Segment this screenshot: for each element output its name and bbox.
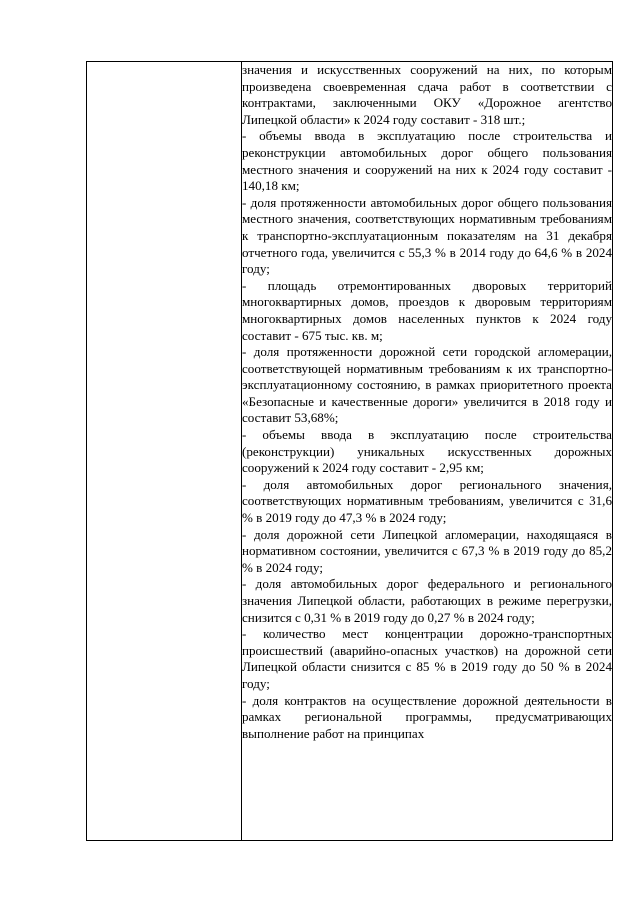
paragraph: - количество мест концентрации дорожно-транспортных происшествий (аварийно-опасных участков) на дорожной сети Липецкой области снизится с 85 % в 2019 году до 50 % в 2024 году; — [242, 626, 612, 691]
paragraph: - объемы ввода в эксплуатацию после строительства и реконструкции автомобильных дорог общего пользования местного значения и сооружений на них к 2024 году составит - 140,18 км; — [242, 128, 612, 194]
paragraph: - доля протяженности дорожной сети городской агломерации, соответствующей нормативным требованиям к их транспортно-эксплуатационному состоянию, в рамках приоритетного проекта «Безопасные и качественные дороги» увеличится в 2018 году и составит 53,68%; — [242, 344, 612, 426]
table-row — [87, 62, 613, 841]
table-cell-text — [242, 62, 613, 841]
paragraph: - доля дорожной сети Липецкой агломерации, находящаяся в нормативном состоянии, увеличится с 67,3 % в 2019 году до 85,2 % в 2024 году; — [242, 526, 612, 575]
table-cell-empty — [87, 62, 242, 841]
paragraph: - объемы ввода в эксплуатацию после строительства (реконструкции) уникальных искусственных дорожных сооружений к 2024 году составит - 2,95 км; — [242, 427, 612, 476]
paragraph: - доля автомобильных дорог регионального значения, соответствующих нормативным требованиям, увеличится с 31,6 % в 2019 году до 47,3 % в 2024 году; — [242, 476, 612, 526]
paragraph: - площадь отремонтированных дворовых территорий многоквартирных домов, проездов к дворовым территориям многоквартирных домов населенных пунктов к 2024 году составит - 675 тыс. кв. м; — [242, 277, 612, 343]
paragraph: значения и искусственных сооружений на них, по которым произведена своевременная сдача работ в соответствии с контрактами, заключенными ОКУ «Дорожное агентство Липецкой области» к 2024 году составит - 318 шт.; — [242, 62, 612, 127]
paragraph: - доля контрактов на осуществление дорожной деятельности в рамках региональной программы, предусматривающих выполнение работ на принципах — [242, 692, 612, 741]
paragraph: - доля протяженности автомобильных дорог общего пользования местного значения, соответствующих нормативным требованиям к транспортно-эксплуатационным показателям на 31 декабря отчетного года, увеличится с 55,3 % в 2014 году до 64,6 % в 2024 году; — [242, 194, 612, 277]
paragraph: - доля автомобильных дорог федерального и регионального значения Липецкой области, работающих в режиме перегрузки, снизится с 0,31 % в 2019 году до 0,27 % в 2024 году; — [242, 576, 612, 625]
document-table — [86, 61, 613, 841]
